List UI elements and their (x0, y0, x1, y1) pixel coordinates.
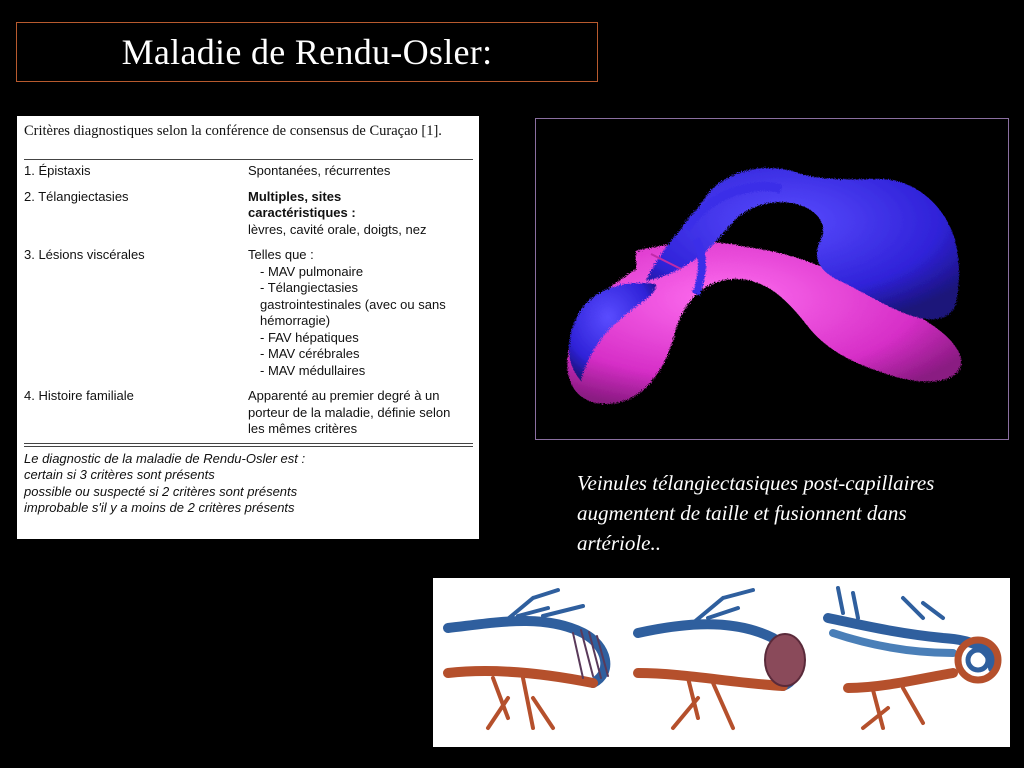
criterion-label: 1. Épistaxis (24, 163, 91, 178)
vessel-progression-graphic (433, 578, 1010, 747)
criterion-detail-bold: Multiples, sites caractéristiques : (248, 188, 356, 220)
table-rule (24, 443, 473, 444)
list-item: - MAV médullaires (260, 362, 366, 378)
footer-intro: Le diagnostic de la maladie de Rendu-Osler est : (24, 450, 306, 466)
table-row (24, 163, 473, 180)
footer-line: improbable s'il y a moins de 2 critères présents (24, 500, 295, 515)
footer-line: possible ou suspecté si 2 critères sont présents (24, 483, 298, 499)
criterion-detail: Telles que : (248, 247, 314, 262)
vessels-illustration (433, 578, 1010, 747)
title-box (16, 22, 598, 82)
vascular-3d-render (535, 118, 1009, 440)
vessel-stage-1 (448, 590, 608, 728)
visceral-lesions-list (248, 264, 473, 380)
table-row (24, 189, 473, 239)
list-item: - Télangiectasies gastrointestinales (avec ou sans hémorragie) (260, 280, 446, 328)
vascular-render-graphic (536, 119, 1008, 439)
criterion-label: 4. Histoire familiale (24, 388, 134, 403)
table-rule (24, 446, 473, 447)
table-footer (24, 451, 473, 517)
slide-title: Maladie de Rendu-Osler: (121, 32, 493, 72)
table-caption: Critères diagnostiques selon la conférence de consensus de Curaçao [1]. (24, 123, 442, 139)
criterion-detail: Apparenté au premier degré à un porteur de la maladie, définie selon les mêmes critères (248, 388, 451, 436)
table-row (24, 388, 473, 438)
list-item: - MAV pulmonaire (260, 263, 364, 279)
criterion-detail: lèvres, cavité orale, doigts, nez (248, 221, 427, 237)
criterion-detail: Spontanées, récurrentes (248, 163, 391, 178)
list-item: - FAV hépatiques (260, 329, 359, 345)
caption-note: Veinules télangiectasiques post-capillaires augmentent de taille et fusionnent dans artériole.. (577, 471, 935, 555)
criterion-label: 3. Lésions viscérales (24, 247, 145, 262)
table-row (24, 247, 473, 379)
criteria-table (17, 116, 479, 539)
table-top-rule (24, 159, 473, 160)
list-item: - MAV cérébrales (260, 346, 360, 361)
criterion-detail-cell (248, 189, 473, 239)
criterion-detail-cell (248, 247, 473, 379)
footer-line: certain si 3 critères sont présents (24, 467, 215, 482)
vessel-stage-3 (828, 588, 998, 728)
vessel-stage-2 (638, 590, 805, 728)
criterion-label: 2. Télangiectasies (24, 188, 129, 204)
